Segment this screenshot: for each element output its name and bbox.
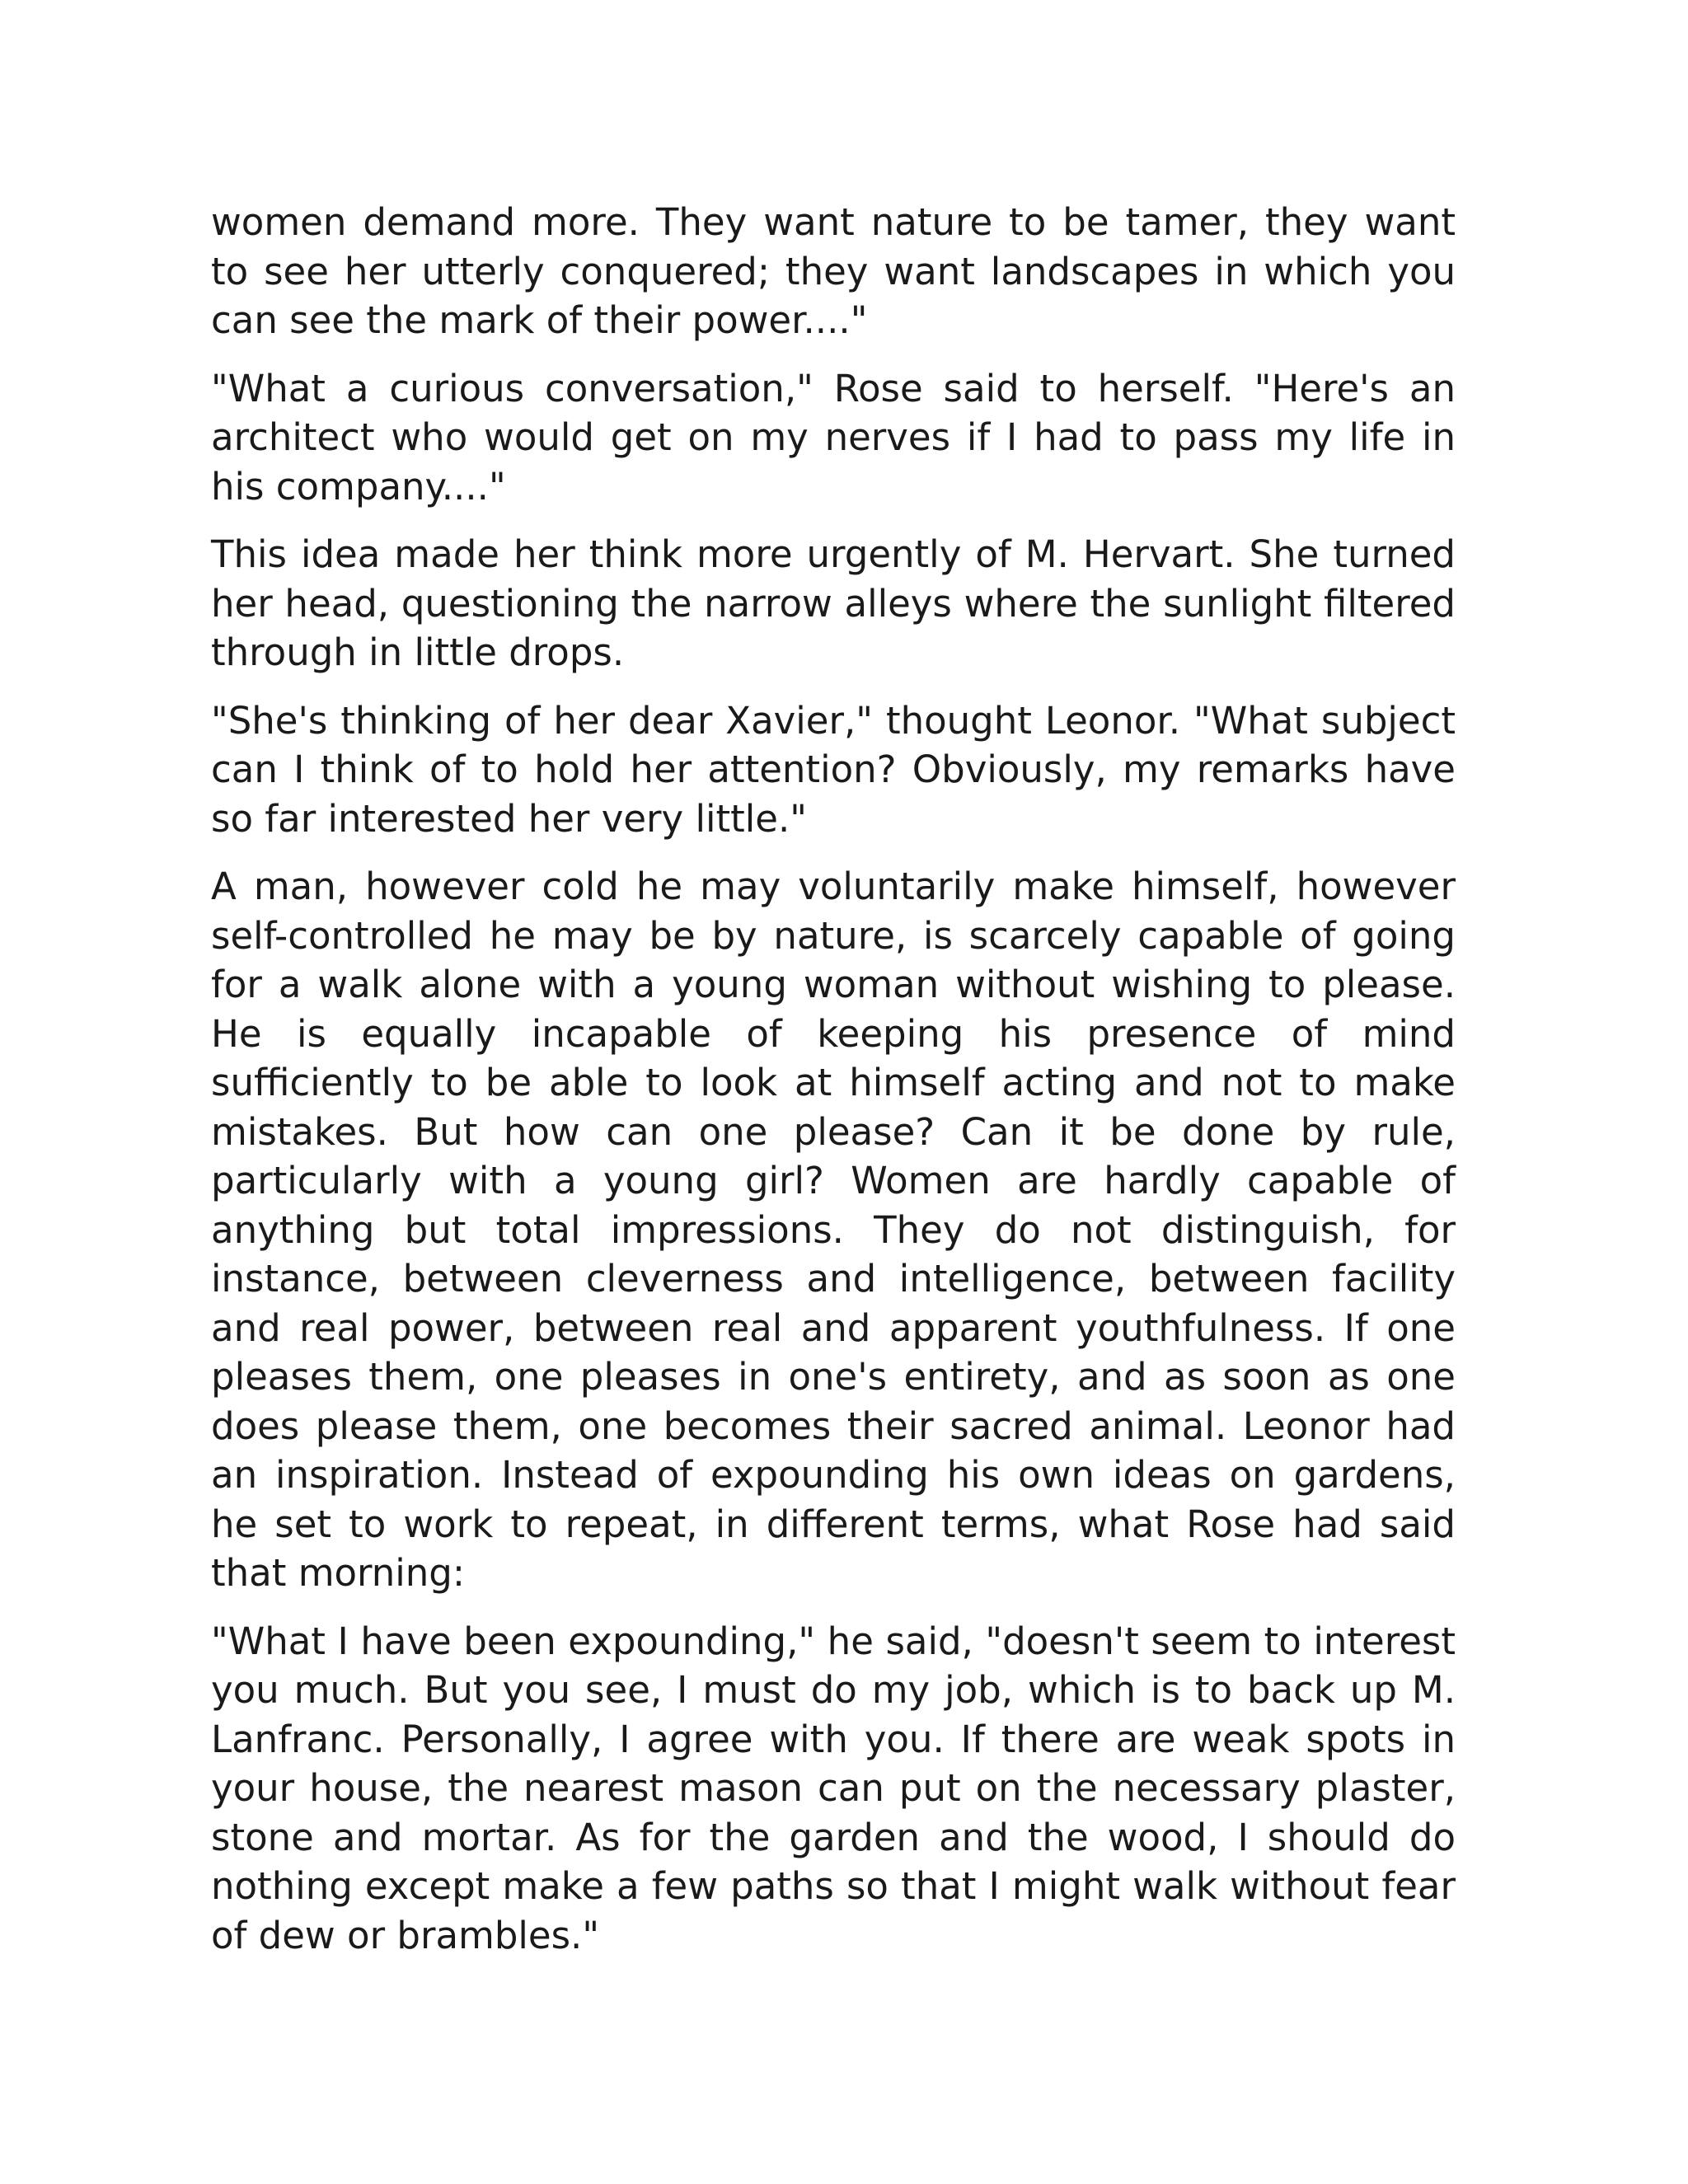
- paragraph: This idea made her think more urgently of M. Hervart. She turned her head, questioning the narrow alleys where the sunlight filtered through in little drops.: [211, 532, 1456, 674]
- paragraph: "What a curious conversation," Rose said to herself. "Here's an architect who would get on my nerves if I had to pass my life in his company....": [211, 366, 1456, 509]
- document-page: [211, 198, 1456, 1979]
- paragraph: "She's thinking of her dear Xavier," thought Leonor. "What subject can I think of to hold her attention? Obviously, my remarks have so far interested her very little.": [211, 698, 1456, 841]
- paragraph: women demand more. They want nature to be tamer, they want to see her utterly conquered; they want landscapes in which you can see the mark of their power....": [211, 200, 1456, 342]
- paragraph: "What I have been expounding," he said, "doesn't seem to interest you much. But you see, I must do my job, which is to back up M. Lanfranc. Personally, I agree with you. If there are weak spots in your house, the nearest mason can put on the necessary plaster, stone and mortar. As for the garden and the wood, I should do nothing except make a few paths so that I might walk without fear of dew or brambles.": [211, 1619, 1456, 1957]
- paragraph: A man, however cold he may voluntarily make himself, however self-controlled he may be by nature, is scarcely capable of going for a walk alone with a young woman without wishing to please. He is equally incapable of keeping his presence of mind sufficiently to be able to look at himself acting and not to make mistakes. But how can one please? Can it be done by rule, particularly with a young girl? Women are hardly capable of anything but total impressions. They do not distinguish, for instance, between cleverness and intelligence, between facility and real power, between real and apparent youthfulness. If one pleases them, one pleases in one's entirety, and as soon as one does please them, one becomes their sacred animal. Leonor had an inspiration. Instead of expounding his own ideas on gardens, he set to work to repeat, in different terms, what Rose had said that morning:: [211, 865, 1456, 1595]
